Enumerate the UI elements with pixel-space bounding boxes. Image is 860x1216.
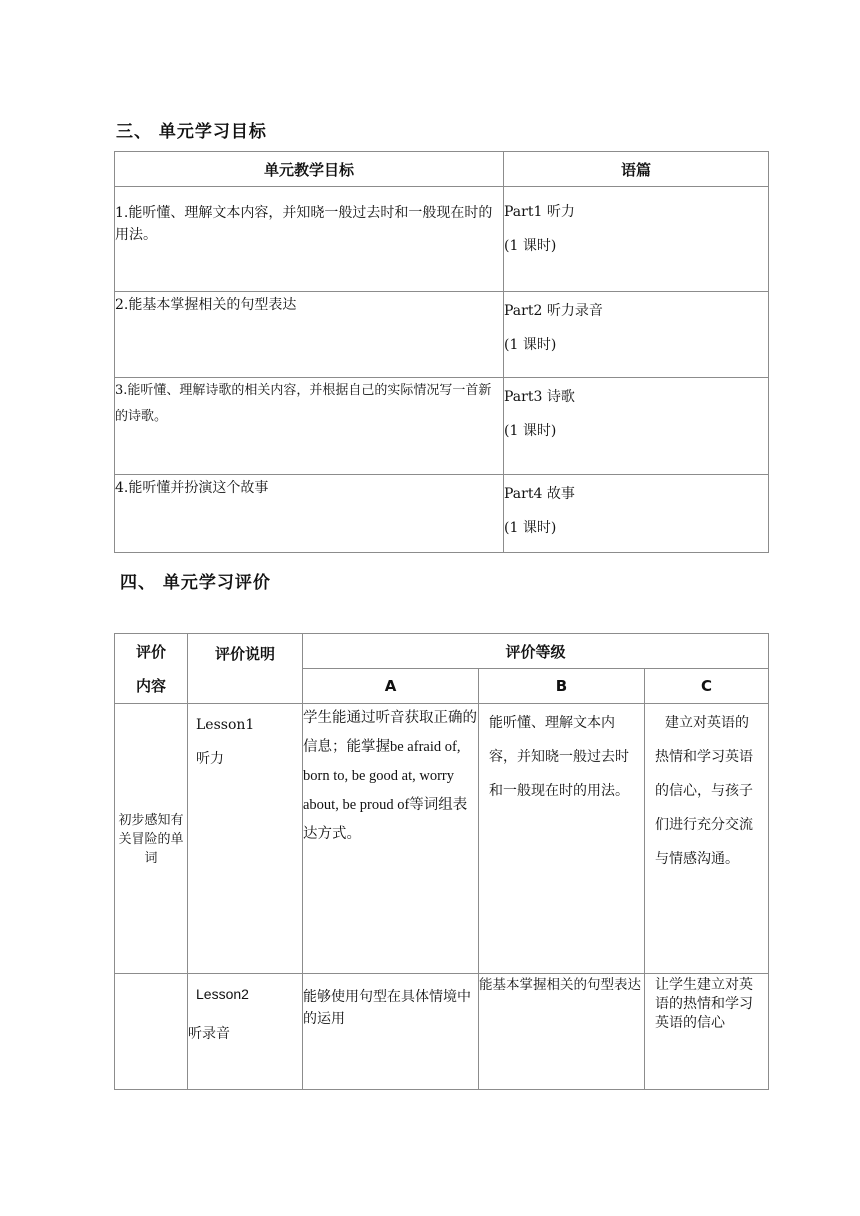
unit-goals-table (114, 151, 769, 553)
goal-cell: 1.能听懂、理解文本内容，并知晓一般过去时和一般现在时的用法。 (115, 187, 504, 292)
part-label: Part4 故事 (504, 486, 575, 502)
table-row (115, 475, 769, 553)
content-header (115, 634, 188, 704)
lesson-sub-label: 听录音 (188, 1026, 230, 1042)
table-row (115, 187, 769, 292)
level-b-header: B (479, 669, 645, 704)
hours-label: (1 课时) (504, 423, 557, 439)
hours-label: (1 课时) (504, 238, 557, 254)
table-header-row (115, 634, 769, 669)
table-row (115, 974, 769, 1090)
part-label: Part3 诗歌 (504, 389, 575, 405)
hours-label: (1 课时) (504, 337, 557, 353)
table-header-row (115, 152, 769, 187)
hours-label: (1 课时) (504, 520, 557, 536)
part-cell (504, 187, 769, 292)
level-b-cell: 能听懂、理解文本内容，并知晓一般过去时和一般现在时的用法。 (479, 704, 645, 974)
goal-cell: 2.能基本掌握相关的句型表达 (115, 292, 504, 378)
part-label: Part2 听力录音 (504, 303, 603, 319)
lesson-cell (188, 974, 303, 1090)
part-cell (504, 292, 769, 378)
goal-cell: 3.能听懂、理解诗歌的相关内容，并根据自己的实际情况写一首新的诗歌。 (115, 378, 504, 475)
part-cell (504, 475, 769, 553)
table-row (115, 378, 769, 475)
level-header: 评价等级 (303, 634, 769, 669)
lesson-label: Lesson2 (196, 986, 249, 1002)
level-c-cell: 让学生建立对英语的热情和学习英语的信心 (645, 974, 769, 1090)
content-cell: 初步感知有关冒险的单词 (115, 704, 188, 974)
part-label: Part1 听力 (504, 204, 575, 220)
goal-header: 单元教学目标 (115, 152, 504, 187)
section4-heading: 四、 单元学习评价 (120, 573, 271, 593)
content-cell (115, 974, 188, 1090)
desc-header: 评价说明 (188, 634, 303, 704)
content-header-line1: 评价 (135, 642, 166, 661)
goal-cell: 4.能听懂并扮演这个故事 (115, 475, 504, 553)
lesson-cell (188, 704, 303, 974)
table-row (115, 292, 769, 378)
level-c-cell: 建立对英语的热情和学习英语的信心，与孩子们进行充分交流与情感沟通。 (645, 704, 769, 974)
level-a-cell: 能够使用句型在具体情境中的运用 (303, 974, 479, 1090)
level-c-header: C (645, 669, 769, 704)
text-header: 语篇 (504, 152, 769, 187)
section3-heading: 三、 单元学习目标 (116, 122, 267, 142)
lesson-sub-label: 听力 (196, 751, 224, 767)
part-cell (504, 378, 769, 475)
level-b-cell: 能基本掌握相关的句型表达 (479, 974, 645, 1090)
unit-evaluation-table (114, 633, 769, 1090)
table-row (115, 704, 769, 974)
level-a-header: A (303, 669, 479, 704)
content-header-line2: 内容 (135, 676, 166, 695)
lesson-label: Lesson1 (196, 717, 255, 733)
level-a-cell: 学生能通过听音获取正确的信息；能掌握be afraid of, born to, be good at, worry about, be proud of等词组表达方式。 (303, 704, 479, 974)
